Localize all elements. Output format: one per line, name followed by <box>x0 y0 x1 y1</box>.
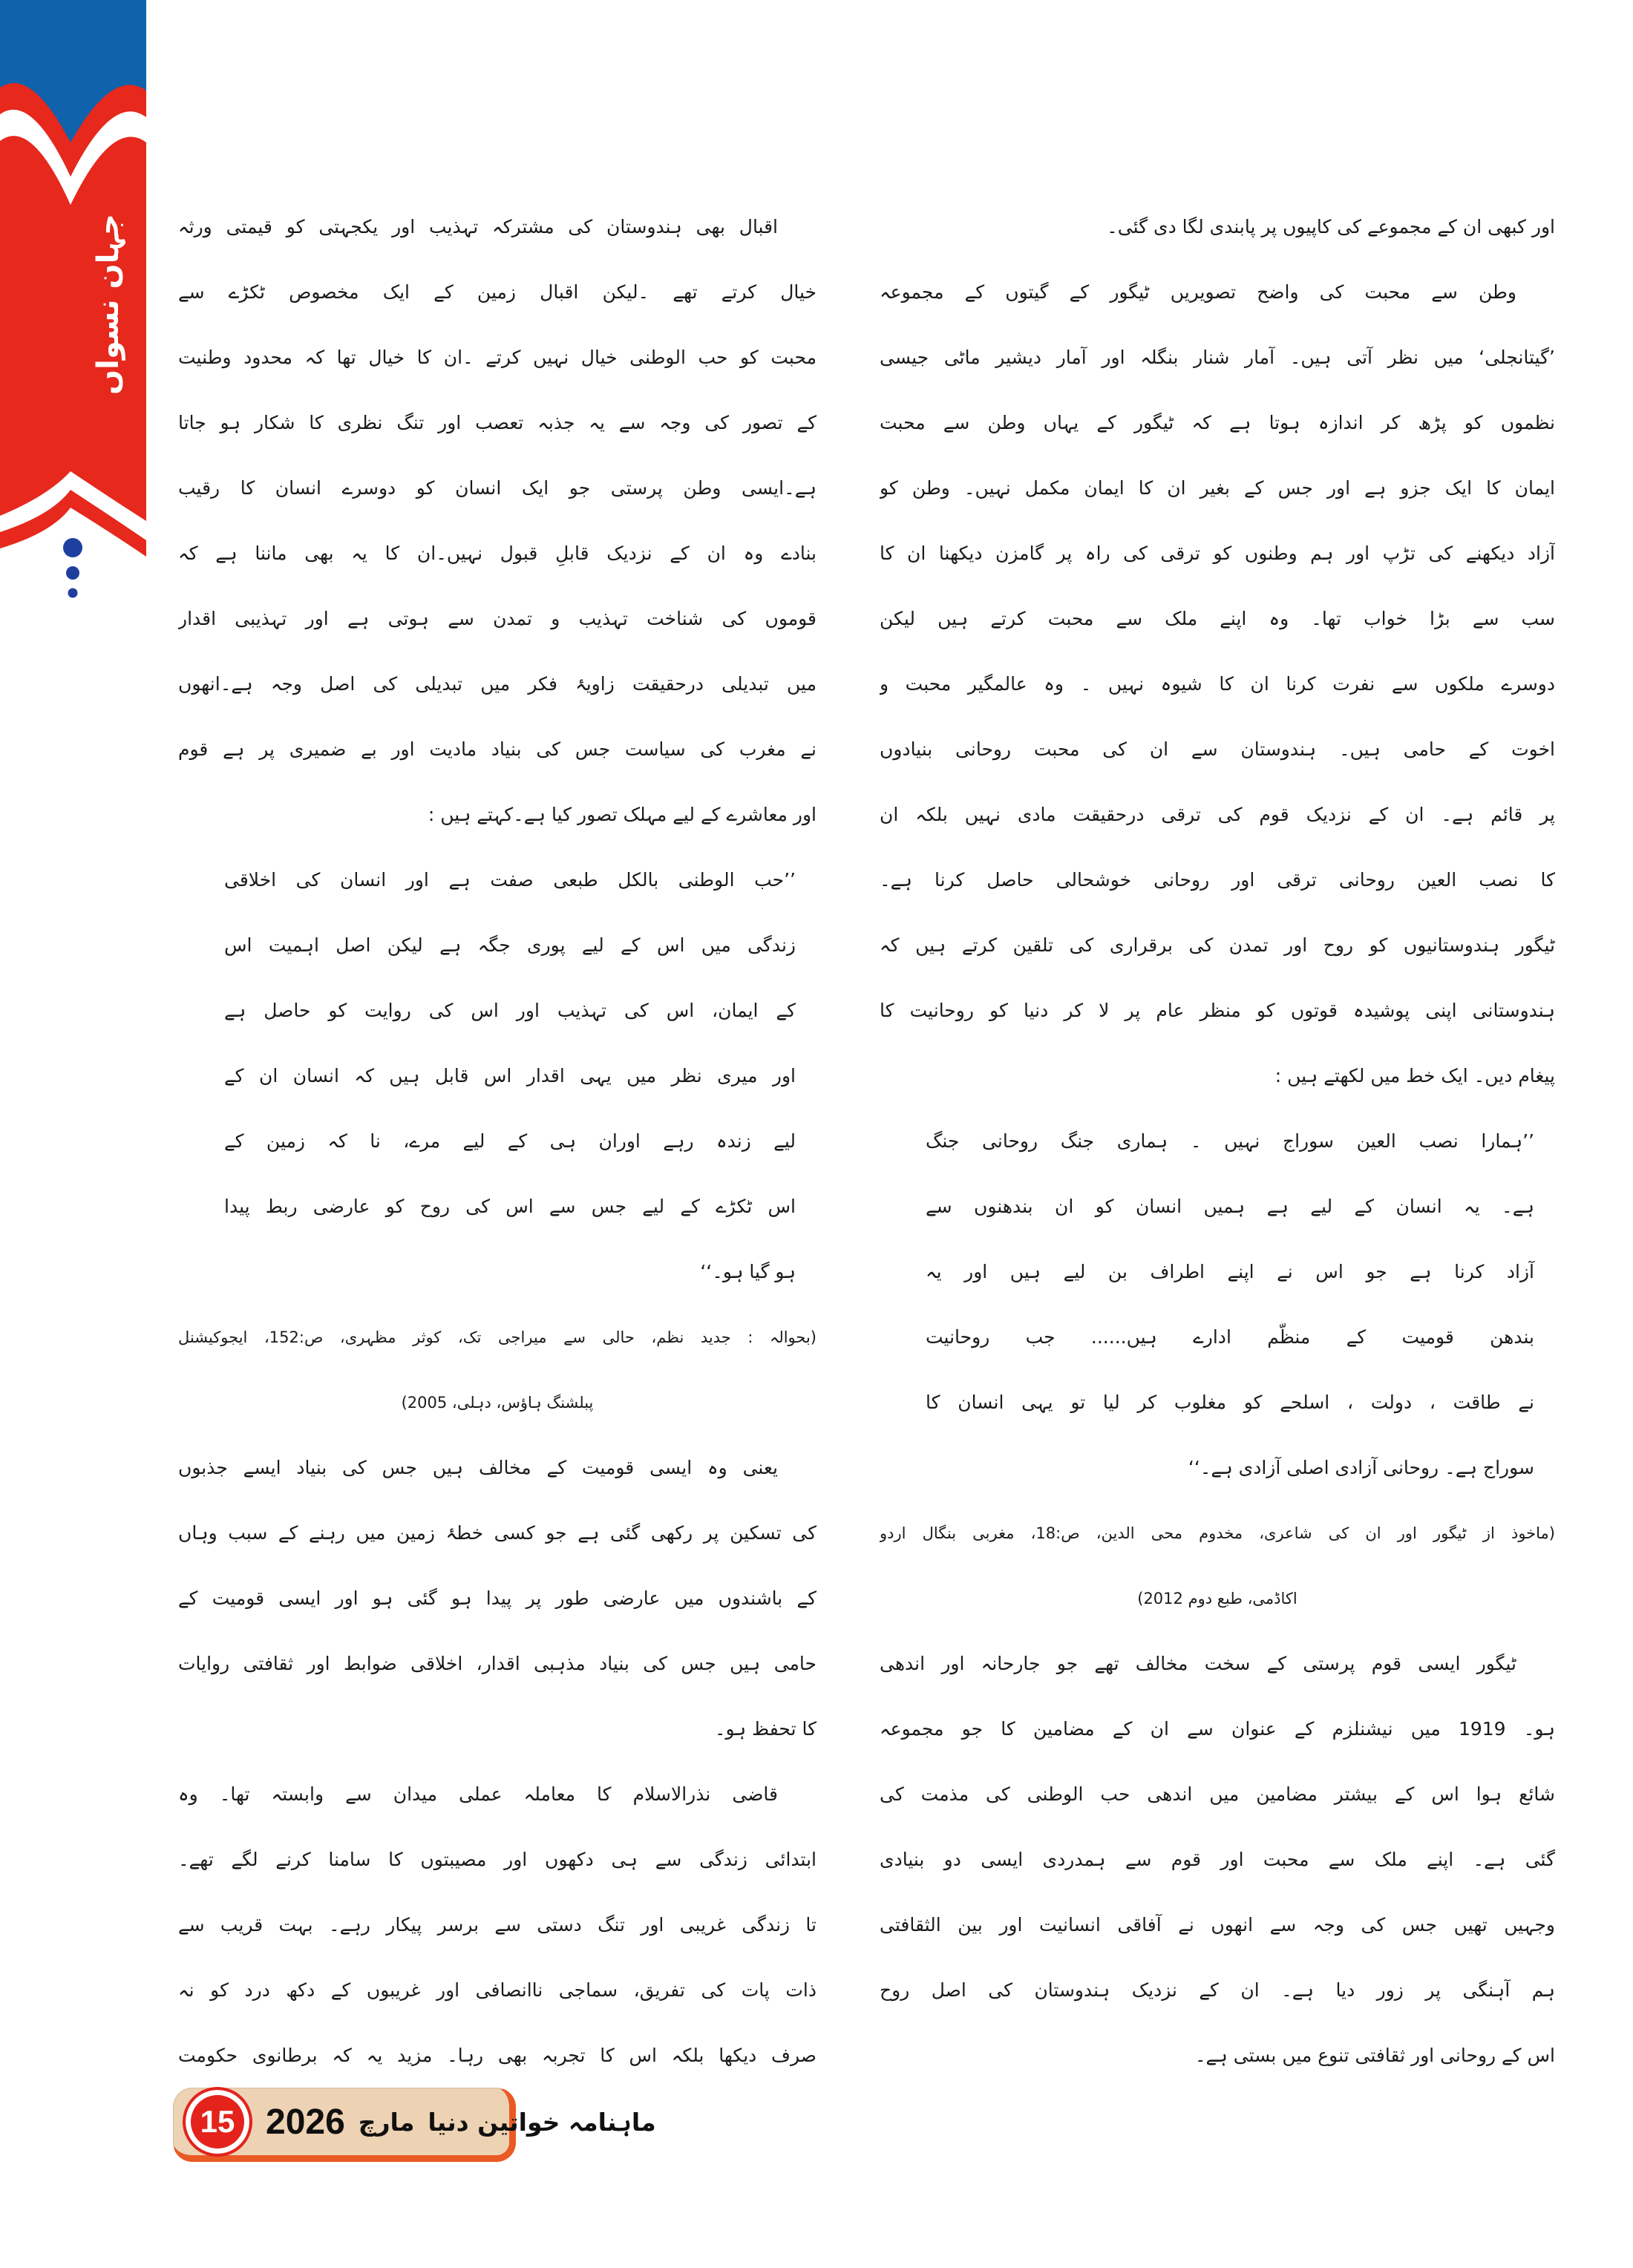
text-line: کے تصور کی وجہ سے یہ جذبہ تعصب اور تنگ نظری کا شکار ہو جاتا <box>178 412 816 433</box>
text-line: پبلشنگ ہاؤس، دہلی، 2005) <box>401 1394 594 1412</box>
text-line: ’’حب الوطنی بالکل طبعی صفت ہے اور انسان کی اخلاقی <box>224 869 796 891</box>
dot-large <box>63 538 82 557</box>
article-column-right <box>880 194 1555 2088</box>
text-line: حامی ہیں جس کی بنیاد مذہبی اقدار، اخلاقی ضوابط اور ثقافتی روایات <box>178 1653 816 1674</box>
article-column-left <box>178 194 816 2088</box>
page-number-badge <box>183 2087 252 2157</box>
text-line: ابتدائی زندگی سے ہی دکھوں اور مصیبتوں کا سامنا کرنے لگے تھے۔ <box>178 1849 816 1870</box>
text-line: سب سے بڑا خواب تھا۔ وہ اپنے ملک سے محبت کرتے ہیں لیکن <box>880 608 1555 629</box>
text-line: آزاد کرنا ہے جو اس نے اپنے اطراف بن لیے ہیں اور یہ <box>926 1261 1534 1282</box>
text-line: وطن سے محبت کی واضح تصویریں ٹیگور کے گیتوں کے مجموعہ <box>880 281 1516 303</box>
text-line: وجہیں تھیں جس کی وجہ سے انھوں نے آفاقی انسانیت اور بین الثقافتی <box>880 1914 1555 1936</box>
text-line: نظموں کو پڑھ کر اندازہ ہوتا ہے کہ ٹیگور کے یہاں وطن سے محبت <box>880 412 1555 433</box>
dot-medium <box>66 566 79 580</box>
text-line: اور میری نظر میں یہی اقدار اس قابل ہیں کہ انسان ان کے <box>224 1065 796 1087</box>
text-line: لیے زندہ رہے اوران ہی کے لیے مرے، نا کہ زمین کے <box>224 1130 796 1152</box>
text-line: گئی ہے۔ اپنے ملک سے محبت اور قوم سے ہمدردی ایسی دو بنیادی <box>880 1849 1555 1870</box>
text-line: یعنی وہ ایسی قومیت کے مخالف ہیں جس کی بنیاد ایسے جذبوں <box>178 1457 778 1478</box>
dot-small <box>68 589 78 598</box>
text-line: اخوت کے حامی ہیں۔ ہندوستان سے ان کی محبت روحانی بنیادوں <box>880 738 1555 760</box>
year-label: 2026 <box>266 2102 345 2142</box>
text-line: ’گیتانجلی‘ میں نظر آتی ہیں۔ آمار شنار بنگلہ اور آمار دیشیر ماٹی جیسی <box>880 347 1555 368</box>
text-line: اس کے روحانی اور ثقافتی تنوع میں بستی ہے۔ <box>1194 2045 1555 2066</box>
text-line: قاضی نذرالاسلام کا معاملہ عملی میدان سے وابستہ تھا۔ وہ <box>178 1783 778 1805</box>
text-line: نے طاقت ، دولت ، اسلحے کو مغلوب کر لیا تو یہی انسان کا <box>926 1392 1534 1413</box>
text-line: ہو گیا ہو۔‘‘ <box>700 1261 796 1282</box>
text-line: شائع ہوا اس کے بیشتر مضامین میں اندھی حب الوطنی کی مذمت کی <box>880 1783 1555 1805</box>
text-line: (بحوالہ : جدید نظم، حالی سے میراجی تک، کوثر مظہری، ص:152، ایجوکیشنل <box>178 1328 816 1346</box>
text-line: خیال کرتے تھے ۔لیکن اقبال زمین کے ایک مخصوص ٹکڑے سے <box>178 281 816 303</box>
text-line: بنادے وہ ان کے نزدیک قابلِ قبول نہیں۔ان کا یہ بھی ماننا ہے کہ <box>178 543 816 564</box>
text-line: پر قائم ہے۔ ان کے نزدیک قوم کی ترقی درحقیقت مادی نہیں بلکہ ان <box>880 804 1555 825</box>
text-line: دوسرے ملکوں سے نفرت کرنا ان کا شیوہ نہیں ۔ وہ عالمگیر محبت و <box>880 673 1555 695</box>
section-banner <box>0 0 156 616</box>
text-line: ذات پات کی تفریق، سماجی ناانصافی اور غریبوں کے دکھ درد کو نہ <box>178 1979 816 2001</box>
text-line: ہے۔ یہ انسان کے لیے ہے ہمیں انسان کو ان بندھنوں سے <box>926 1196 1534 1217</box>
text-line: کا نصب العین روحانی ترقی اور روحانی خوشحالی حاصل کرنا ہے۔ <box>880 869 1555 891</box>
text-line: کے ایمان، اس کی تہذیب اور اس کی روایت کو حاصل ہے <box>224 1000 796 1021</box>
text-line: اکاڈمی، طبع دوم 2012) <box>1137 1590 1297 1607</box>
text-line: کی تسکین پر رکھی گئی ہے جو کسی خطۂ زمین میں رہنے کے سبب وہاں <box>178 1522 816 1544</box>
text-line: صرف دیکھا بلکہ اس کا تجربہ بھی رہا۔ مزید یہ کہ برطانوی حکومت <box>178 2045 816 2066</box>
text-line: اقبال بھی ہندوستان کی مشترکہ تہذیب اور یکجہتی کو قیمتی ورثہ <box>178 216 778 237</box>
month-label: مارچ <box>358 2107 415 2137</box>
section-title-vertical: جہان نسواں <box>91 213 125 396</box>
page-number: 15 <box>200 2104 235 2139</box>
text-line: اور کبھی ان کے مجموعے کی کاپیوں پر پابندی لگا دی گئی۔ <box>1107 216 1555 237</box>
text-line: محبت کو حب الوطنی خیال نہیں کرتے ۔ان کا خیال تھا کہ محدود وطنیت <box>178 347 816 368</box>
text-line: ہے۔ایسی وطن پرستی جو ایک انسان کو دوسرے انسان کا رقیب <box>178 477 816 499</box>
text-line: اور معاشرے کے لیے مہلک تصور کیا ہے۔کہتے ہیں : <box>428 804 816 825</box>
section-banner-graphic <box>0 0 156 616</box>
text-line: تا زندگی غریبی اور تنگ دستی سے برسر پیکار رہے۔ بہت قریب سے <box>178 1914 816 1936</box>
text-line: زندگی میں اس کے لیے پوری جگہ ہے لیکن اصل اہمیت اس <box>224 934 796 956</box>
text-line: (ماخوذ از ٹیگور اور ان کی شاعری، مخدوم محی الدین، ص:18، مغربی بنگال اردو <box>880 1524 1555 1542</box>
magazine-name: ماہنامہ خواتین دنیا <box>428 2107 656 2137</box>
text-line: ٹیگور ایسی قوم پرستی کے سخت مخالف تھے جو جارحانہ اور اندھی <box>880 1653 1516 1674</box>
text-line: نے مغرب کی سیاست جس کی بنیاد مادیت اور بے ضمیری پر ہے قوم <box>178 738 816 760</box>
text-line: کے باشندوں میں عارضی طور پر پیدا ہو گئی ہو اور ایسی قومیت کے <box>178 1587 816 1609</box>
text-line: قوموں کی شناخت تہذیب و تمدن سے ہوتی ہے اور تہذیبی اقدار <box>178 608 816 629</box>
text-line: ہو۔ 1919 میں نیشنلزم کے عنوان سے ان کے مضامین کا جو مجموعہ <box>880 1718 1555 1740</box>
text-line: ’’ہمارا نصب العین سوراج نہیں ۔ ہماری جنگ روحانی جنگ <box>926 1130 1534 1152</box>
text-line: ہم آہنگی پر زور دیا ہے۔ ان کے نزدیک ہندوستان کی اصل روح <box>880 1979 1555 2001</box>
text-line: بندھن قومیت کے منظّم ادارے ہیں...... جب روحانیت <box>926 1326 1534 1348</box>
text-line: ایمان کا ایک جزو ہے اور جس کے بغیر ان کا ایمان مکمل نہیں۔ وطن کو <box>880 477 1555 499</box>
text-line: سوراج ہے۔ روحانی آزادی اصلی آزادی ہے۔‘‘ <box>1188 1457 1534 1478</box>
text-line: پیغام دیں۔ ایک خط میں لکھتے ہیں : <box>1274 1065 1555 1087</box>
text-line: میں تبدیلی درحقیقت زاویۂ فکر میں تبدیلی کی اصل وجہ ہے۔انھوں <box>178 673 816 695</box>
page-footer <box>173 2088 656 2162</box>
text-line: آزاد دیکھنے کی تڑپ اور ہم وطنوں کو ترقی کی راہ پر گامزن دیکھنا ان کا <box>880 543 1555 564</box>
text-line: ہندوستانی اپنی پوشیدہ قوتوں کو منظر عام پر لا کر دنیا کو روحانیت کا <box>880 1000 1555 1021</box>
text-line: کا تحفظ ہو۔ <box>714 1718 816 1740</box>
text-line: ٹیگور ہندوستانیوں کو روح اور تمدن کی برقراری کی تلقین کرتے ہیں کہ <box>880 934 1555 956</box>
text-line: اس ٹکڑے کے لیے جس سے اس کی روح کو عارضی ربط پیدا <box>224 1196 796 1217</box>
